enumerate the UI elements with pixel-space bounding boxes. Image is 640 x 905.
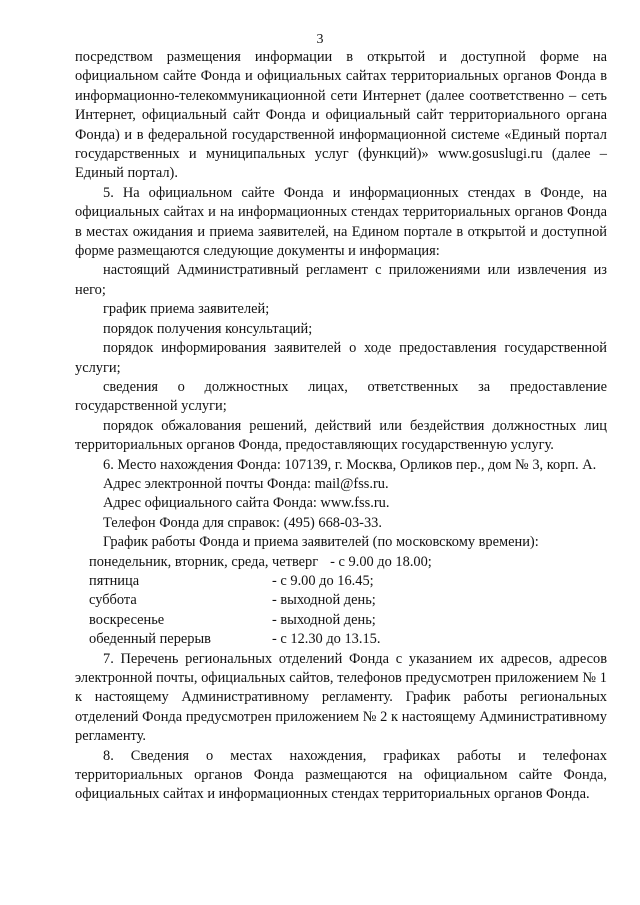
paragraph: посредством размещения информации в открытой и доступной форме на официальном сайте Фонда и официальных сайтах территориальных органов Фонда в информационно-телекоммуникационной сети Интернет (далее соответственно – сеть Интернет, официальный сайт Фонда и официальный сайт территориального органа Фонда) и в федеральной государственной информационной системе «Единый портал государственных и муниципальных услуг (функций)» www.gosuslugi.ru (далее – Единый портал). xyxy=(75,49,607,182)
schedule-row xyxy=(89,630,607,649)
schedule-heading: График работы Фонда и приема заявителей (по московскому времени): xyxy=(103,534,539,551)
paragraph: 6. Место нахождения Фонда: 107139, г. Москва, Орликов пер., дом № 3, корп. А. xyxy=(103,456,597,473)
schedule-days: суббота xyxy=(89,592,137,609)
schedule-time: - с 12.30 до 13.15. xyxy=(272,631,381,648)
schedule-row xyxy=(89,611,607,630)
schedule-row xyxy=(89,553,607,572)
email-line: Адрес электронной почты Фонда: mail@fss.ru. xyxy=(103,475,389,492)
schedule-days: пятница xyxy=(89,572,140,589)
schedule-days: воскресенье xyxy=(89,611,165,628)
list-item: порядок обжалования решений, действий или бездействия должностных лиц территориальных органов Фонда, предоставляющих государственную услугу. xyxy=(75,417,607,454)
schedule-time: - выходной день; xyxy=(272,592,376,609)
document-body xyxy=(75,48,607,805)
paragraph: 7. Перечень региональных отделений Фонда с указанием их адресов, адресов электронной почты, официальных сайтов, телефонов предусмотрен приложением № 1 к настоящему Административному регламенту. График работы региональных отделений Фонда предусмотрен приложением № 2 к настоящему Административному регламенту. xyxy=(75,650,607,745)
list-item: сведения о должностных лицах, ответственных за предоставление государственной услуги; xyxy=(75,378,607,415)
website-line: Адрес официального сайта Фонда: www.fss.ru. xyxy=(103,495,390,512)
schedule-days: обеденный перерыв xyxy=(89,631,211,648)
schedule-row xyxy=(89,572,607,591)
list-item: порядок информирования заявителей о ходе предоставления государственной услуги; xyxy=(75,340,607,376)
list-item: настоящий Административный регламент с приложениями или извлечения из него; xyxy=(75,262,607,298)
page-number: 3 xyxy=(316,32,324,47)
schedule-time: - с 9.00 до 18.00; xyxy=(330,553,432,570)
list-item: график приема заявителей; xyxy=(103,301,270,318)
schedule-time: - с 9.00 до 16.45; xyxy=(272,572,374,589)
schedule-time: - выходной день; xyxy=(272,611,376,628)
schedule-table xyxy=(89,553,607,650)
phone-line: Телефон Фонда для справок: (495) 668-03-33. xyxy=(103,514,382,531)
schedule-row xyxy=(89,591,607,610)
list-item: порядок получения консультаций; xyxy=(103,320,313,337)
paragraph: 5. На официальном сайте Фонда и информационных стендах в Фонде, на официальных сайтах и на информационных стендах территориальных органов Фонда в местах ожидания и приема заявителей, на Едином портале в открытой и доступной форме размещаются следующие документы и информация: xyxy=(75,184,607,260)
schedule-days: понедельник, вторник, среда, четверг xyxy=(89,553,319,570)
paragraph: 8. Сведения о местах нахождения, графиках работы и телефонах территориальных органов Фонда размещаются на официальном сайте Фонда, официальных сайтах и информационных стендах территориальных органов Фонда. xyxy=(75,747,607,803)
